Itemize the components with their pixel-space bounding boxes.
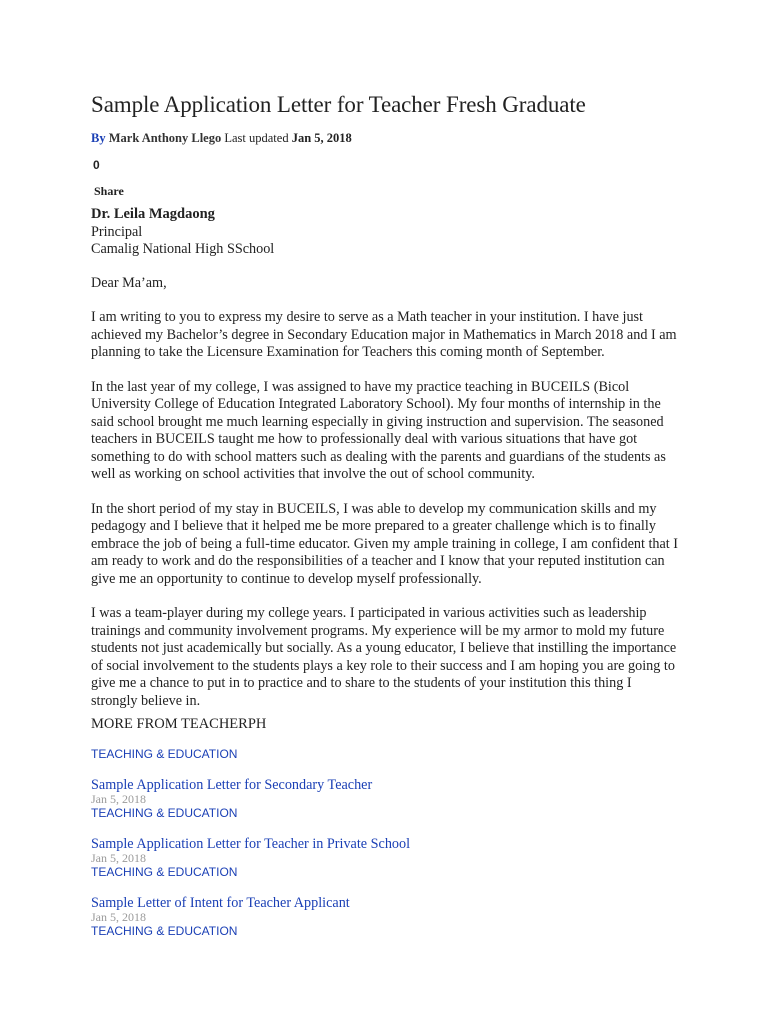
related-article-date: Jan 5, 2018 (91, 792, 146, 806)
share-count: 0 (93, 158, 100, 172)
more-heading: MORE FROM TEACHERPH (91, 716, 267, 732)
letter-paragraph: I was a team-player during my college years. I participated in various activities such as leadership trainings and community involvement programs. My experience will be my armor to mold my future students not just academically but socially. As a young educator, I believe that instilling the importance of social involvement to the students plays a key role to their success and I am hoping you are going to give me a chance to put in to practice and to share to the students of your institution this thing I strongly believe in. (91, 605, 677, 709)
byline (91, 131, 352, 146)
related-article-date: Jan 5, 2018 (91, 910, 146, 924)
by-label: By (91, 131, 106, 145)
related-article (91, 777, 681, 820)
letter-paragraph: In the last year of my college, I was assigned to have my practice teaching in BUCEILS (Bicol University College of Education Integrated Laboratory School). My four months of internship in the said school brought me much learning especially in giving instruction and supervision. The seasoned teachers in BUCEILS taught me how to professionally deal with various situations that have got something to do with school matters such as dealing with the parents and guardians of the students as well as working on school activities that involve the out of school community. (91, 378, 666, 482)
page-title: Sample Application Letter for Teacher Fresh Graduate (91, 92, 586, 117)
related-article-link[interactable]: Sample Application Letter for Secondary Teacher (91, 777, 373, 793)
related-article-category[interactable]: TEACHING & EDUCATION (91, 865, 238, 879)
recipient-school: Camalig National High SSchool (91, 241, 275, 257)
related-article (91, 836, 681, 879)
letter-body (91, 206, 681, 710)
related-article-date: Jan 5, 2018 (91, 851, 146, 865)
updated-date: Jan 5, 2018 (291, 131, 352, 145)
related-article-category[interactable]: TEACHING & EDUCATION (91, 924, 238, 938)
related-article-link[interactable]: Sample Letter of Intent for Teacher Applicant (91, 895, 350, 911)
share-button[interactable]: Share (94, 184, 124, 198)
author-link[interactable]: Mark Anthony Llego (108, 131, 222, 145)
related-article-category[interactable]: TEACHING & EDUCATION (91, 806, 238, 820)
letter-paragraph: I am writing to you to express my desire to serve as a Math teacher in your institution. I have just achieved my Bachelor’s degree in Secondary Education major in Mathematics in March 2018 and I am planning to take the Licensure Examination for Teachers this coming month of September. (91, 309, 677, 360)
recipient-title: Principal (91, 223, 143, 240)
related-article (91, 895, 681, 938)
more-from-section (91, 716, 681, 938)
updated-label: Last updated (224, 131, 289, 145)
letter-paragraph: In the short period of my stay in BUCEILS, I was able to develop my communication skills and my pedagogy and I believe that it helped me be more prepared to a greater challenge which is to finally embrace the job of being a full-time educator. Given my ample training in college, I am confident that I am ready to work and do the responsibilities of a teacher and I know that your reputed institution can give me an opportunity to continue to develop myself professionally. (91, 500, 679, 587)
recipient-name: Dr. Leila Magdaong (91, 206, 215, 222)
related-article-link[interactable]: Sample Application Letter for Teacher in Private School (91, 836, 411, 852)
salutation: Dear Ma’am, (91, 274, 167, 291)
category-link[interactable]: TEACHING & EDUCATION (91, 747, 238, 761)
